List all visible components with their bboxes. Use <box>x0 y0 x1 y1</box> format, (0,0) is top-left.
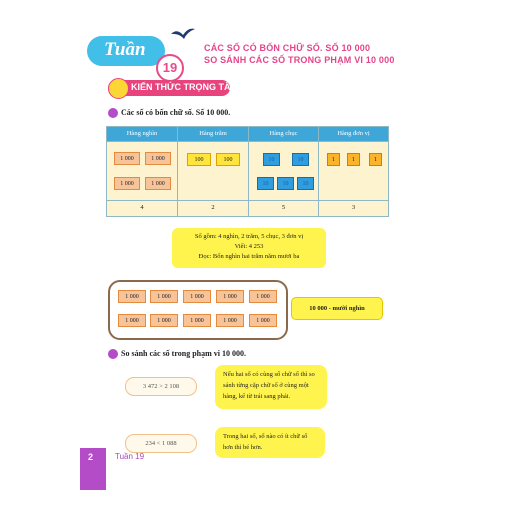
thousand-chip: 1 000 <box>118 314 146 327</box>
thousand-chip: 1 000 <box>216 314 244 327</box>
header-thousands: Hàng nghìn <box>107 127 177 141</box>
thousand-chip: 1 000 <box>249 314 277 327</box>
unit-chip: 1 <box>369 153 382 166</box>
week-word: Tuần <box>104 39 146 60</box>
digit-units: 3 <box>351 204 356 211</box>
number-info-box <box>172 228 326 268</box>
thousand-chip: 1 000 <box>118 290 146 303</box>
compare-example-2: 234 < 1 088 <box>125 434 197 453</box>
ten-thousand-label: 10 000 - mười nghìn <box>291 297 383 320</box>
ten-chip: 10 <box>292 153 309 166</box>
page-title-line1: CÁC SỐ CÓ BỐN CHỮ SỐ. SỐ 10 000 <box>204 43 371 53</box>
thousand-chip: 1 000 <box>114 152 140 165</box>
header-hundreds: Hàng trăm <box>178 127 248 141</box>
info-read: Đọc: Bốn nghìn hai trăm năm mươi ba <box>198 253 300 260</box>
section-banner-label: KIẾN THỨC TRỌNG TÂM <box>131 82 238 92</box>
ten-chip: 10 <box>277 177 294 190</box>
hundred-chip: 100 <box>216 153 240 166</box>
page-title-line2: SO SÁNH CÁC SỐ TRONG PHẠM VI 10 000 <box>204 55 395 65</box>
thousand-chip: 1 000 <box>150 314 178 327</box>
thousand-chip: 1 000 <box>249 290 277 303</box>
pencil-icon <box>108 108 118 118</box>
page-number: 2 <box>88 452 94 462</box>
thousand-chip: 1 000 <box>145 177 171 190</box>
info-written: Viết: 4 253 <box>234 243 264 250</box>
compare-rule-1: Nếu hai số có cùng số chữ số thì so sánh từng cặp chữ số ở cùng một hàng, kể từ trái sang phải. <box>215 365 327 409</box>
book-icon <box>108 78 129 99</box>
place-value-table <box>106 126 389 217</box>
divider <box>107 141 388 142</box>
hundred-chip: 100 <box>187 153 211 166</box>
compare-example-1: 3 472 > 2 108 <box>125 377 197 396</box>
subheading-four-digit: Các số có bốn chữ số. Số 10 000. <box>121 108 231 117</box>
subheading-compare: So sánh các số trong phạm vi 10 000. <box>121 349 246 358</box>
footer-week-label: Tuần 19 <box>115 452 145 461</box>
thousand-chip: 1 000 <box>216 290 244 303</box>
week-number: 19 <box>156 54 184 82</box>
digit-hundreds: 2 <box>211 204 215 211</box>
ten-thousand-group <box>108 280 288 340</box>
thousand-chip: 1 000 <box>114 177 140 190</box>
thousand-chip: 1 000 <box>145 152 171 165</box>
header-tens: Hàng chục <box>249 127 318 141</box>
digit-tens: 5 <box>281 204 286 211</box>
ten-chip: 10 <box>297 177 314 190</box>
ten-chip: 10 <box>257 177 274 190</box>
digit-thousands: 4 <box>140 204 144 211</box>
bird-icon <box>170 26 196 44</box>
thousand-chip: 1 000 <box>150 290 178 303</box>
compare-rule-2: Trong hai số, số nào có ít chữ số hơn thì bé hơn. <box>215 427 325 458</box>
unit-chip: 1 <box>347 153 360 166</box>
thousand-chip: 1 000 <box>183 290 211 303</box>
pencil-icon <box>108 349 118 359</box>
header-units: Hàng đơn vị <box>319 127 388 141</box>
unit-chip: 1 <box>327 153 340 166</box>
info-composition: Số gồm: 4 nghìn, 2 trăm, 5 chục, 3 đơn vị <box>194 233 304 240</box>
thousand-chip: 1 000 <box>183 314 211 327</box>
ten-chip: 10 <box>263 153 280 166</box>
